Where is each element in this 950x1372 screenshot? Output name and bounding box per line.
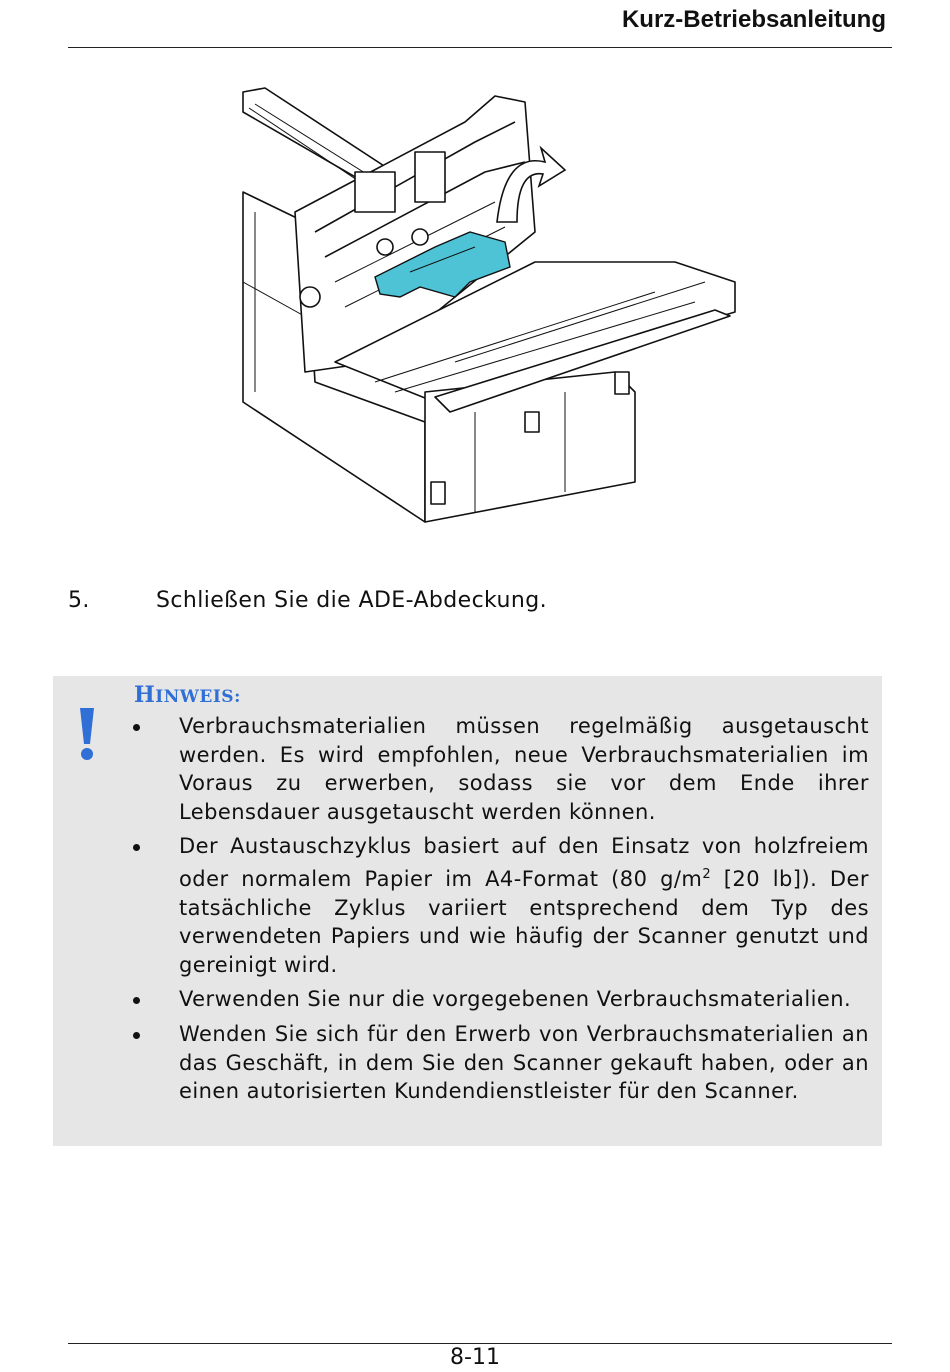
bullet-icon	[133, 724, 140, 731]
bullet-icon	[133, 997, 140, 1004]
header-divider	[68, 47, 892, 48]
exclamation-icon	[75, 706, 99, 762]
note-item-3: Verwenden Sie nur die vorgegebenen Verbrauchsmaterialien.	[133, 985, 869, 1014]
page-number: 8-11	[450, 1345, 500, 1370]
step-number: 5.	[68, 588, 90, 613]
scanner-illustration	[235, 82, 745, 532]
footer-divider	[68, 1343, 892, 1344]
step-text: Schließen Sie die ADE-Abdeckung.	[156, 588, 547, 613]
note-item-4: Wenden Sie sich für den Erwerb von Verbrauchsmaterialien an das Geschäft, in dem Sie den Scanner gekauft haben, oder an einen autorisierten Kundendienstleister für den Scanner.	[133, 1020, 869, 1106]
note-title: HINWEIS:	[134, 682, 241, 708]
bullet-icon	[133, 844, 140, 851]
bullet-icon	[133, 1032, 140, 1039]
note-box	[53, 676, 882, 1146]
running-header: Kurz-Betriebsanleitung	[621, 6, 886, 33]
note-item-1: Verbrauchsmaterialien müssen regelmäßig ausgetauscht werden. Es wird empfohlen, neue Verbrauchsmaterialien im Voraus zu erwerben, sodass sie vor dem Ende ihrer Lebensdauer ausgetauscht werden können.	[133, 712, 869, 826]
step-5	[68, 588, 547, 613]
note-list	[133, 712, 869, 1106]
note-item-2: Der Austauschzyklus basiert auf den Einsatz von holzfreiem oder normalem Papier im A4-Format (80 $g/m^2$ [20 lb]). Der tatsächliche Zyklus variiert entsprechend dem Typ des verwendeten Papiers und wie häufig der Scanner genutzt und gereinigt wird.	[133, 832, 869, 979]
